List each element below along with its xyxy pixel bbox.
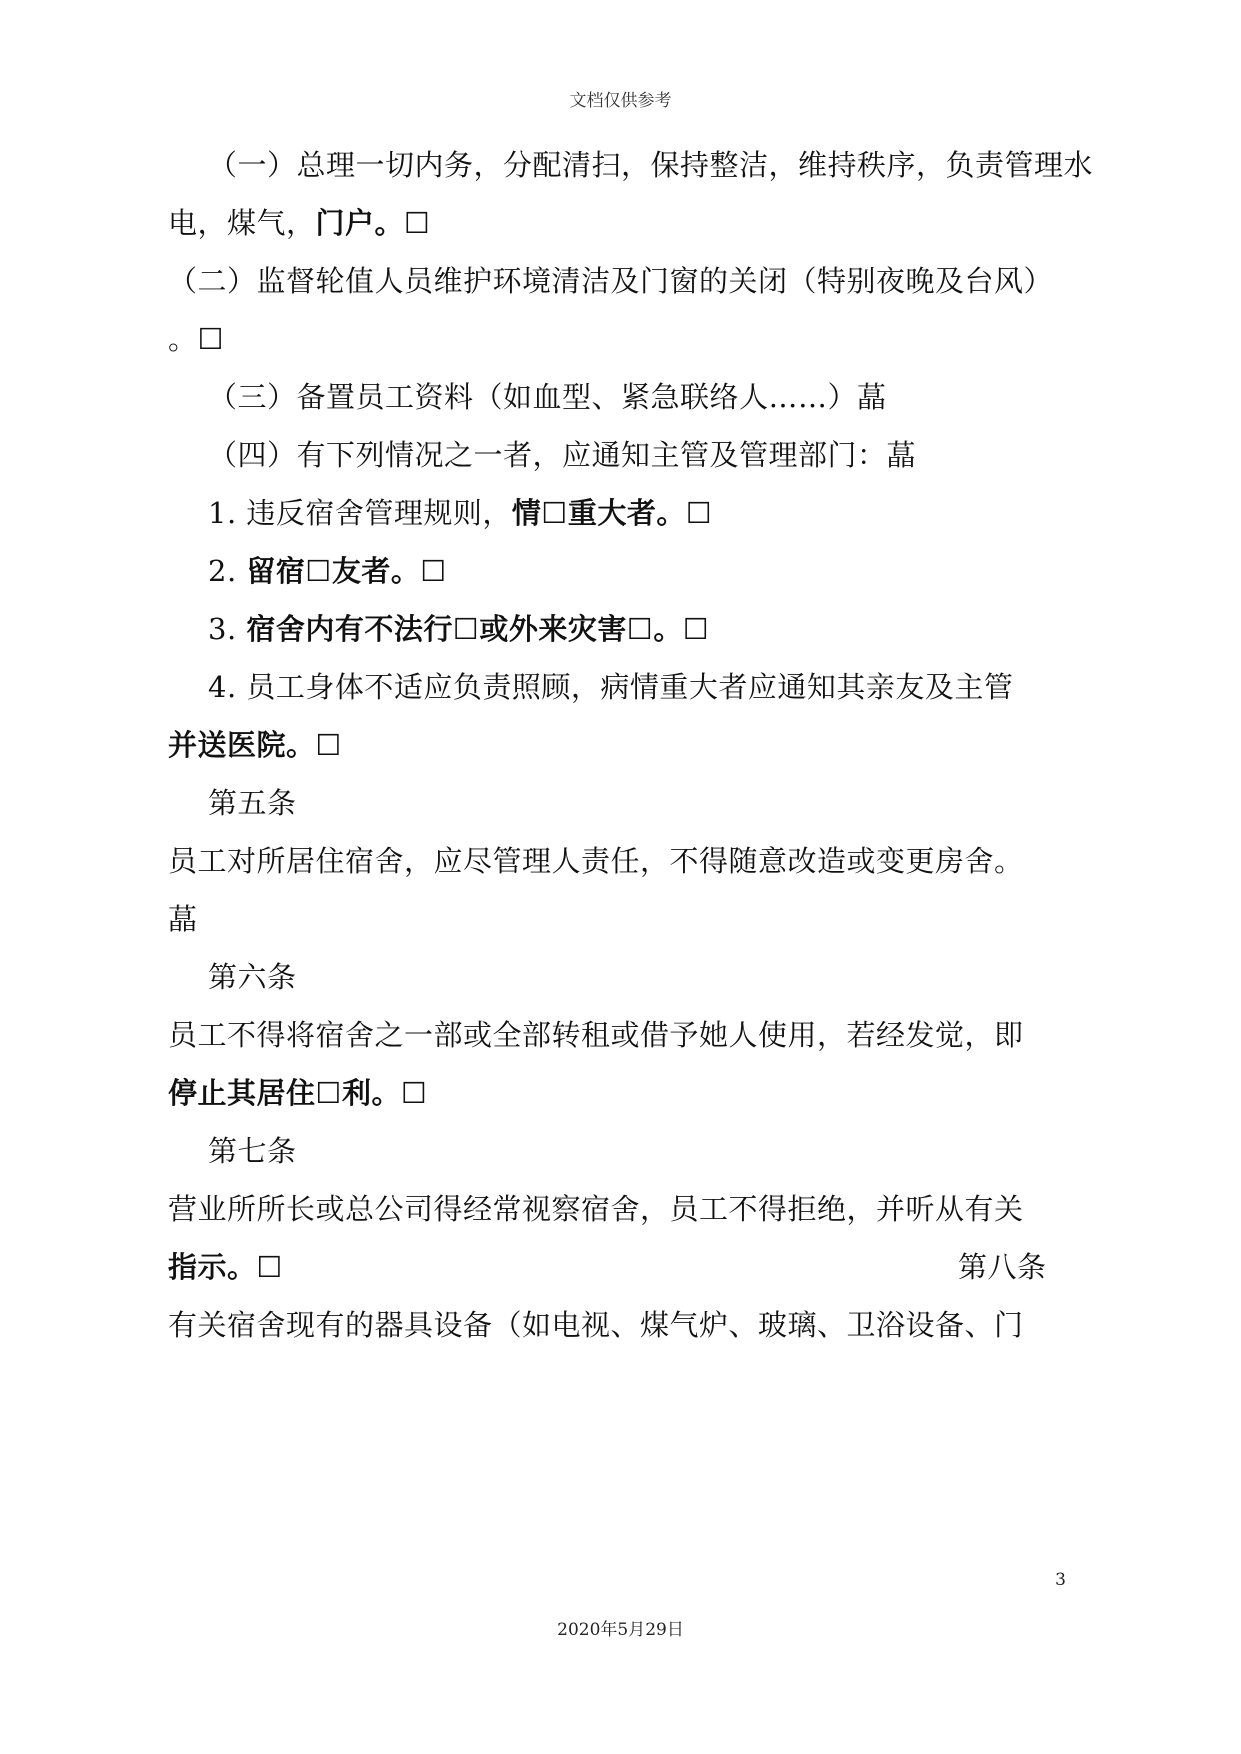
line-text: 第七条 bbox=[208, 1134, 297, 1168]
article-heading-7 bbox=[208, 1131, 297, 1171]
body-line-6 bbox=[208, 435, 916, 475]
line-text: 。☐ bbox=[168, 322, 224, 356]
body-line-4 bbox=[168, 319, 224, 359]
body-line-1 bbox=[208, 145, 1093, 185]
body-line-8 bbox=[208, 551, 447, 591]
body-line-17 bbox=[168, 1073, 428, 1113]
body-line-10 bbox=[208, 667, 1013, 707]
line-text: 第五条 bbox=[208, 786, 297, 820]
body-line-14 bbox=[168, 899, 198, 939]
body-line-19 bbox=[168, 1189, 1024, 1229]
footer-date: 2020年5月29日 bbox=[557, 1620, 684, 1640]
line-bold-text: 留宿☐友者。☐ bbox=[246, 554, 447, 588]
line-text: （四）有下列情况之一者，应通知主管及管理部门：蕌 bbox=[208, 438, 917, 472]
line-text: 2. bbox=[208, 554, 247, 588]
line-text: 员工不得将宿舍之一部或全部转租或借予她人使用，若经发觉，即 bbox=[168, 1018, 1024, 1052]
line-bold-text: 宿舍内有不法行☐或外来灾害☐。☐ bbox=[246, 612, 710, 646]
line-text: （三）备置员工资料（如血型、紧急联络人……）蕌 bbox=[208, 380, 887, 414]
body-line-20 bbox=[168, 1247, 283, 1287]
line-bold-text: 停止其居住☐利。☐ bbox=[168, 1076, 428, 1110]
article-heading-6 bbox=[208, 957, 297, 997]
article-heading-5 bbox=[208, 783, 297, 823]
line-text: 3. bbox=[208, 612, 247, 646]
line-text: 第八条 bbox=[958, 1250, 1047, 1284]
body-line-5 bbox=[208, 377, 887, 417]
line-text: 营业所所长或总公司得经常视察宿舍，员工不得拒绝，并听从有关 bbox=[168, 1192, 1024, 1226]
body-line-9 bbox=[208, 609, 709, 649]
line-bold-text: 并送医院。☐ bbox=[168, 728, 342, 762]
page-header: 文档仅供参考 bbox=[569, 91, 672, 111]
body-line-13 bbox=[168, 841, 1024, 881]
body-line-7 bbox=[208, 493, 712, 533]
body-line-22 bbox=[168, 1305, 1024, 1345]
line-text: 1. 违反宿舍管理规则， bbox=[208, 496, 512, 530]
page-number: 3 bbox=[1055, 1570, 1066, 1590]
body-line-2 bbox=[168, 203, 431, 243]
line-text: （二）监督轮值人员维护环境清洁及门窗的关闭（特别夜晚及台风） bbox=[168, 264, 1054, 298]
body-line-3 bbox=[168, 261, 1053, 301]
line-text: 电，煤气， bbox=[168, 206, 316, 240]
line-text: 第六条 bbox=[208, 960, 297, 994]
line-text: 蕌 bbox=[168, 902, 198, 936]
line-text: （一）总理一切内务，分配清扫，保持整洁，维持秩序，负责管理水 bbox=[208, 148, 1094, 182]
line-bold-text: 指示。☐ bbox=[168, 1250, 283, 1284]
body-line-11 bbox=[168, 725, 342, 765]
line-text: 有关宿舍现有的器具设备（如电视、煤气炉、玻璃、卫浴设备、门 bbox=[168, 1308, 1024, 1342]
line-text: 员工对所居住宿舍，应尽管理人责任，不得随意改造或变更房舍。 bbox=[168, 844, 1024, 878]
line-text: 4. 员工身体不适应负责照顾，病情重大者应通知其亲友及主管 bbox=[208, 670, 1014, 704]
article-heading-8 bbox=[958, 1247, 1047, 1287]
body-line-16 bbox=[168, 1015, 1024, 1055]
line-bold-text: 门户。☐ bbox=[315, 206, 431, 240]
line-bold-text: 情☐重大者。☐ bbox=[511, 496, 713, 530]
